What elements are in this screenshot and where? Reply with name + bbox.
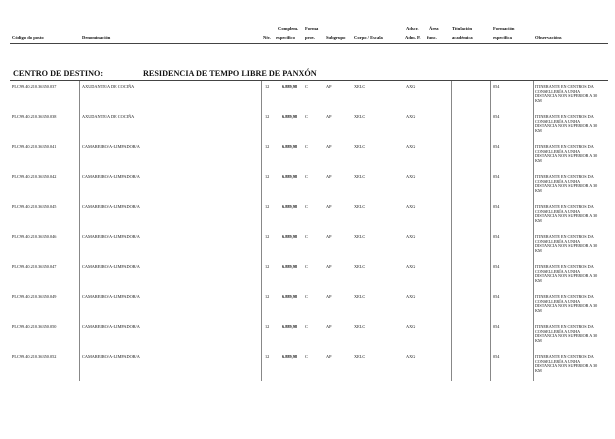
cell-complemento: 6.889,98 xyxy=(282,234,298,239)
cell-forma: C xyxy=(305,354,308,359)
cell-codigo: PLC99.40.210.36350.045 xyxy=(12,204,57,209)
col-header-subgrupo: Subgrupo xyxy=(326,35,346,40)
cell-denominacion: AXUDANTE/A DE COCIÑA xyxy=(82,84,135,89)
cell-adscr: AXG xyxy=(406,354,416,359)
cell-complemento: 6.889,98 xyxy=(282,144,298,149)
cell-subgrupo: AP xyxy=(326,204,332,209)
col-header-observacions: Observacións xyxy=(535,35,562,40)
cell-observacions: ITINERANTE EN CENTROS DA CONSELLERÍA A UNHA DISTANCIA NON SUPERIOR A 30 KM xyxy=(535,114,598,133)
col-header-formacion-line1: Formación xyxy=(493,26,515,31)
cell-subgrupo: AP xyxy=(326,234,332,239)
col-header-nivel: Nív. xyxy=(263,35,271,40)
cell-denominacion: CAMAREIRO/A-LIMPADOR/A xyxy=(82,264,140,269)
cell-observacions: ITINERANTE EN CENTROS DA CONSELLERÍA A UNHA DISTANCIA NON SUPERIOR A 30 KM xyxy=(535,144,598,163)
cell-nivel: 12 xyxy=(265,324,270,329)
table-row xyxy=(0,145,615,175)
cell-corpo: XELC xyxy=(354,324,366,329)
cell-adscr: AXG xyxy=(406,84,416,89)
destino-rule xyxy=(10,80,608,81)
col-header-area-line1: Área xyxy=(429,26,439,31)
col-header-titulacion-line2: académica xyxy=(452,35,473,40)
cell-adscr: AXG xyxy=(406,264,416,269)
col-header-codigo: Código do posto xyxy=(12,35,44,40)
cell-observacions: ITINERANTE EN CENTROS DA CONSELLERÍA A UNHA DISTANCIA NON SUPERIOR A 30 KM xyxy=(535,204,598,223)
cell-adscr: AXG xyxy=(406,174,416,179)
col-header-area-line2: func. xyxy=(427,35,437,40)
cell-forma: C xyxy=(305,174,308,179)
cell-adscr: AXG xyxy=(406,114,416,119)
cell-denominacion: AXUDANTE/A DE COCIÑA xyxy=(82,114,135,119)
col-header-complemento xyxy=(276,26,298,40)
cell-nivel: 12 xyxy=(265,114,270,119)
cell-observacions: ITINERANTE EN CENTROS DA CONSELLERÍA A UNHA DISTANCIA NON SUPERIOR A 30 KM xyxy=(535,84,598,103)
table-row xyxy=(0,295,615,325)
col-header-adscr xyxy=(405,26,421,40)
cell-denominacion: CAMAREIRO/A-LIMPADOR/A xyxy=(82,294,140,299)
cell-subgrupo: AP xyxy=(326,84,332,89)
cell-denominacion: CAMAREIRO/A-LIMPADOR/A xyxy=(82,204,140,209)
cell-formacion: 054 xyxy=(493,324,500,329)
col-header-area xyxy=(427,26,439,40)
table-row xyxy=(0,325,615,355)
cell-observacions: ITINERANTE EN CENTROS DA CONSELLERÍA A UNHA DISTANCIA NON SUPERIOR A 30 KM xyxy=(535,234,598,253)
cell-codigo: PLC99.40.210.36350.050 xyxy=(12,324,57,329)
cell-adscr: AXG xyxy=(406,294,416,299)
col-header-forma-line1: Forma xyxy=(305,26,319,31)
cell-corpo: XELC xyxy=(354,354,366,359)
cell-denominacion: CAMAREIRO/A-LIMPADOR/A xyxy=(82,174,140,179)
cell-complemento: 6.889,98 xyxy=(282,84,298,89)
cell-forma: C xyxy=(305,294,308,299)
cell-corpo: XELC xyxy=(354,204,366,209)
cell-forma: C xyxy=(305,234,308,239)
table-row xyxy=(0,235,615,265)
col-header-formacion-line2: específica xyxy=(493,35,512,40)
cell-corpo: XELC xyxy=(354,84,366,89)
cell-corpo: XELC xyxy=(354,294,366,299)
cell-nivel: 12 xyxy=(265,204,270,209)
cell-codigo: PLC99.40.210.36350.052 xyxy=(12,354,57,359)
cell-formacion: 054 xyxy=(493,144,500,149)
col-header-forma-line2: prov. xyxy=(305,35,315,40)
cell-denominacion: CAMAREIRO/A-LIMPADOR/A xyxy=(82,234,140,239)
cell-subgrupo: AP xyxy=(326,144,332,149)
table-row xyxy=(0,205,615,235)
cell-subgrupo: AP xyxy=(326,294,332,299)
cell-formacion: 054 xyxy=(493,264,500,269)
cell-subgrupo: AP xyxy=(326,324,332,329)
cell-formacion: 054 xyxy=(493,294,500,299)
cell-subgrupo: AP xyxy=(326,174,332,179)
cell-complemento: 6.889,98 xyxy=(282,294,298,299)
cell-forma: C xyxy=(305,264,308,269)
cell-denominacion: CAMAREIRO/A-LIMPADOR/A xyxy=(82,324,140,329)
cell-codigo: PLC99.40.210.36350.049 xyxy=(12,294,57,299)
cell-subgrupo: AP xyxy=(326,114,332,119)
cell-nivel: 12 xyxy=(265,174,270,179)
cell-nivel: 12 xyxy=(265,264,270,269)
table-row xyxy=(0,265,615,295)
cell-corpo: XELC xyxy=(354,114,366,119)
cell-corpo: XELC xyxy=(354,144,366,149)
cell-formacion: 054 xyxy=(493,204,500,209)
cell-nivel: 12 xyxy=(265,234,270,239)
cell-subgrupo: AP xyxy=(326,354,332,359)
cell-forma: C xyxy=(305,84,308,89)
cell-observacions: ITINERANTE EN CENTROS DA CONSELLERÍA A UNHA DISTANCIA NON SUPERIOR A 30 KM xyxy=(535,354,598,373)
cell-complemento: 6.889,98 xyxy=(282,204,298,209)
table-row xyxy=(0,85,615,115)
col-header-adscr-line1: Adscr. xyxy=(406,26,419,31)
cell-codigo: PLC99.40.210.36350.037 xyxy=(12,84,57,89)
col-header-corpo: Corpo / Escala xyxy=(354,35,383,40)
cell-nivel: 12 xyxy=(265,354,270,359)
cell-nivel: 12 xyxy=(265,84,270,89)
cell-formacion: 054 xyxy=(493,234,500,239)
cell-complemento: 6.889,98 xyxy=(282,114,298,119)
cell-forma: C xyxy=(305,114,308,119)
cell-forma: C xyxy=(305,324,308,329)
cell-codigo: PLC99.40.210.36350.046 xyxy=(12,234,57,239)
cell-adscr: AXG xyxy=(406,144,416,149)
cell-nivel: 12 xyxy=(265,294,270,299)
cell-denominacion: CAMAREIRO/A-LIMPADOR/A xyxy=(82,354,140,359)
cell-codigo: PLC99.40.210.36350.038 xyxy=(12,114,57,119)
cell-forma: C xyxy=(305,204,308,209)
cell-codigo: PLC99.40.210.36350.041 xyxy=(12,144,57,149)
col-header-formacion xyxy=(493,26,514,40)
cell-corpo: XELC xyxy=(354,174,366,179)
destino-label: CENTRO DE DESTINO: xyxy=(13,69,104,78)
cell-observacions: ITINERANTE EN CENTROS DA CONSELLERÍA A UNHA DISTANCIA NON SUPERIOR A 30 KM xyxy=(535,174,598,193)
col-header-complemento-line2: específico xyxy=(276,35,295,40)
cell-complemento: 6.889,98 xyxy=(282,324,298,329)
cell-formacion: 054 xyxy=(493,84,500,89)
cell-complemento: 6.889,98 xyxy=(282,174,298,179)
table-row xyxy=(0,355,615,385)
cell-formacion: 054 xyxy=(493,174,500,179)
cell-forma: C xyxy=(305,144,308,149)
col-header-titulacion xyxy=(452,26,473,40)
col-header-titulacion-line1: Titulación xyxy=(452,26,473,31)
cell-formacion: 054 xyxy=(493,114,500,119)
cell-adscr: AXG xyxy=(406,204,416,209)
cell-subgrupo: AP xyxy=(326,264,332,269)
cell-corpo: XELC xyxy=(354,234,366,239)
destino-name: RESIDENCIA DE TEMPO LIBRE DE PANXÓN xyxy=(143,69,317,78)
header-rule xyxy=(10,43,608,44)
table-row xyxy=(0,115,615,145)
cell-observacions: ITINERANTE EN CENTROS DA CONSELLERÍA A UNHA DISTANCIA NON SUPERIOR A 30 KM xyxy=(535,294,598,313)
cell-codigo: PLC99.40.210.36350.042 xyxy=(12,174,57,179)
cell-formacion: 054 xyxy=(493,354,500,359)
cell-denominacion: CAMAREIRO/A-LIMPADOR/A xyxy=(82,144,140,149)
cell-adscr: AXG xyxy=(406,324,416,329)
cell-corpo: XELC xyxy=(354,264,366,269)
cell-complemento: 6.889,98 xyxy=(282,264,298,269)
cell-observacions: ITINERANTE EN CENTROS DA CONSELLERÍA A UNHA DISTANCIA NON SUPERIOR A 30 KM xyxy=(535,264,598,283)
col-header-adscr-line2: Adm. P. xyxy=(405,35,421,40)
cell-adscr: AXG xyxy=(406,234,416,239)
cell-complemento: 6.889,98 xyxy=(282,354,298,359)
cell-observacions: ITINERANTE EN CENTROS DA CONSELLERÍA A UNHA DISTANCIA NON SUPERIOR A 30 KM xyxy=(535,324,598,343)
col-header-complemento-line1: Complem. xyxy=(278,26,299,31)
cell-nivel: 12 xyxy=(265,144,270,149)
cell-codigo: PLC99.40.210.36350.047 xyxy=(12,264,57,269)
col-header-denominacion: Denominación xyxy=(82,35,111,40)
table-row xyxy=(0,175,615,205)
col-header-forma xyxy=(305,26,318,40)
